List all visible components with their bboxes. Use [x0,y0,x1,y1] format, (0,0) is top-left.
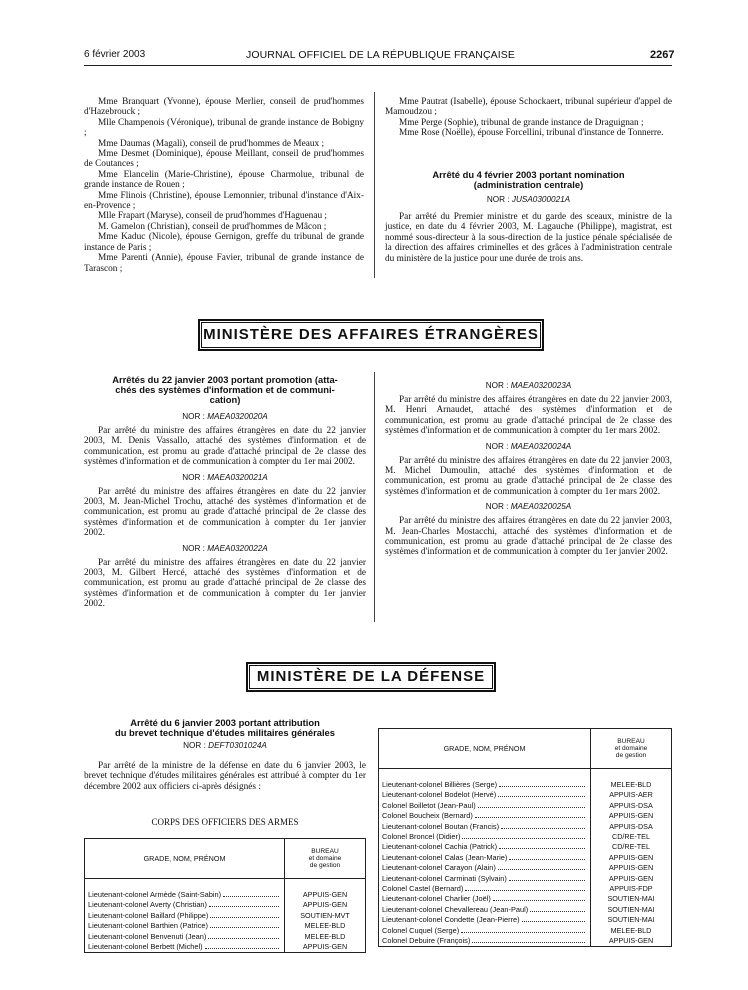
officer-name-cell [379,914,591,924]
list-item: Mme Rose (Noëlle), épouse Forcellini, tribunal d'instance de Tonnerre. [399,128,664,139]
arrete-paragraph: Par arrêté du ministre des affaires étrangères en date du 22 janvier 2003, M. Michel Dumoulin, attaché des systèmes d'information et de communication, est promu au grade d'attaché principal de 2e classe des systèmes d'information et de communication à compter du 1er mars 2002. [385,455,672,497]
officer-name: Lieutenant-colonel Calas (Jean-Marie) [382,852,508,862]
column-divider [374,372,375,622]
nor-code: MAEA0320021A [207,472,268,482]
arrete-body [84,558,366,610]
arrete-body [385,395,672,437]
leader-dots [493,900,585,901]
bureau-cell: APPUIS-GEN [591,852,672,862]
leader-dots [223,896,279,897]
officer-name-cell [379,842,591,852]
bureau-cell: APPUIS-GEN [285,900,366,910]
leader-dots [499,848,585,849]
officer-name: Lieutenant-colonel Chevallereau (Jean-Paul) [382,904,529,914]
officer-name: Lieutenant-colonel Benvenuti (Jean) [88,931,207,941]
officer-name: Lieutenant-colonel Billières (Serge) [382,780,498,790]
table-row [379,852,672,862]
ministry-defense-heading: MINISTÈRE DE LA DÉFENSE [246,662,496,692]
officer-name: Lieutenant-colonel Bodelot (Hervé) [382,790,497,800]
nor-reference [84,412,366,421]
list-item: Mme Branquart (Yvonne), épouse Merlier, conseil de prud'hommes d'Hazebrouck ; [84,97,364,118]
officer-name: Colonel Debuire (François) [382,935,471,945]
leader-dots [209,906,279,907]
officer-name-cell [379,779,591,789]
officer-name-cell [379,863,591,873]
nor-label: NOR : [182,472,205,482]
leader-dots [530,911,585,912]
nor-reference [84,544,366,553]
bureau-cell: APPUIS-FDP [591,883,672,893]
leader-dots [475,817,585,818]
officer-name: Colonel Castel (Bernard) [382,883,464,893]
ae-arrete-title: Arrêtés du 22 janvier 2003 portant promotion (atta- chés des systèmes d'information et de communi- cation) [112,374,338,405]
bureau-cell: MELEE-BLD [285,931,366,941]
arrete-body [84,426,366,468]
table-row [379,883,672,893]
list-item: Mlle Frapart (Maryse), conseil de prud'hommes d'Haguenau ; [98,211,327,222]
top-right-column [385,97,672,139]
leader-dots [462,838,585,839]
bureau-cell: SOUTIEN-MAI [591,904,672,914]
nor-reference [385,442,672,451]
officer-name-cell [85,941,285,952]
top-left-column [84,97,364,274]
list-item: Mme Elancelin (Marie-Christine), épouse Charmolue, tribunal de grande instance de Rouen ; [84,169,364,191]
nor-label: NOR : [182,412,205,421]
ae-right-entries [385,376,672,558]
table-row [379,800,672,810]
bureau-cell: MELEE-BLD [591,779,672,789]
list-item: Mme Flinois (Christine), épouse Lemonnier, tribunal d'instance d'Aix-en-Provence ; [84,190,364,212]
leader-dots [210,917,279,918]
def-arrete-body: Par arrêté de la ministre de la défense en date du 6 janvier 2003, le brevet technique d'études militaires générales est attribué à compter du 1er décembre 2002 aux officiers ci-après désignés : [84,761,366,792]
bureau-cell: APPUIS-GEN [591,863,672,873]
leader-dots [509,859,585,860]
arrete-paragraph: Par arrêté du ministre des affaires étrangères en date du 22 janvier 2003, M. Gilbert Hercé, attaché des systèmes d'information et de communication, est promu au grade d'attaché principal de 2e classe des systèmes d'information et de communication à compter du 1er janvier 2002. [84,557,366,610]
officer-name-cell [379,873,591,883]
officer-name: Lieutenant-colonel Berbett (Michel) [88,942,203,952]
nor-code: MAEA0320022A [207,543,268,553]
officer-name-cell [85,921,285,931]
table-row [379,904,672,914]
list-item: Mme Kaduc (Nicole), épouse Gernigon, greffe du tribunal de grande instance de Paris ; [84,232,364,253]
ae-left-entries [84,407,366,610]
ministry-affaires-etrangeres-heading: MINISTÈRE DES AFFAIRES ÉTRANGÈRES [198,319,544,351]
officer-name-cell [85,900,285,910]
officer-name: Lieutenant-colonel Averty (Christian) [88,900,207,910]
table-row [85,921,366,931]
list-item: Mme Pautrat (Isabelle), épouse Schockaert, tribunal supérieur d'appel de Mamoudzou ; [385,97,672,118]
table-row [379,811,672,821]
list-item: Mme Parenti (Annie), épouse Favier, tribunal de grande instance de Tarascon ; [84,253,364,274]
officers-table-left [84,838,366,953]
leader-dots [461,932,585,933]
journal-title: JOURNAL OFFICIEL DE LA RÉPUBLIQUE FRANÇAISE [246,49,515,61]
nor-label: NOR : [485,381,509,390]
arrete-paragraph: Par arrêté du ministre des affaires étrangères en date du 22 janvier 2003, M. Jean-Charles Mostacchi, attaché des systèmes d'information et de communication, est promu au grade d'attaché principal de 2e classe des systèmes d'information et de communication à compter du 1er janvier 2002. [385,516,672,558]
officer-name: Colonel Boucheix (Bernard) [382,811,473,821]
nor-code: MAEA0320020A [207,412,268,421]
officer-name-cell [379,811,591,821]
page-number: 2267 [650,49,675,61]
table-row [85,910,366,920]
table-row [85,900,366,910]
bureau-column-header: BUREAU et domaine de gestion [285,839,366,879]
table-row [379,790,672,800]
nor-reference [385,381,672,390]
corps-heading: CORPS DES OFFICIERS DES ARMES [151,817,299,827]
officer-name: Colonel Broncel (Didier) [382,832,461,842]
table-row [379,842,672,852]
list-item: Mme Desmet (Dominique), épouse Meillant, conseil de prud'hommes de Coutances ; [84,149,364,170]
bureau-cell: APPUIS-AER [591,790,672,800]
table-row [379,779,672,789]
officer-name: Lieutenant-colonel Carminati (Sylvain) [382,873,507,883]
def-nor: NOR : DEFT0301024A [183,741,267,750]
bureau-cell: SOUTIEN-MAI [591,894,672,904]
officer-name-cell [379,800,591,810]
grade-column-header: GRADE, NOM, PRÉNOM [85,839,285,879]
list-item: M. Gamelon (Christian), conseil de prud'hommes de Mâcon ; [98,221,327,232]
table-row [379,935,672,946]
nor-label: NOR : [182,543,205,553]
table-row [379,914,672,924]
officer-name: Lieutenant-colonel Cachia (Patrick) [382,842,498,852]
bureau-cell: APPUIS-GEN [591,935,672,946]
justice-arrete-body: Par arrêté du Premier ministre et du garde des sceaux, ministre de la justice, en date du 4 février 2003, M. Lagauche (Philippe), magistrat, est nommé sous-directeur à la sous-direction de la justice pénale spécialisée de la direction des affaires criminelles et des grâces à l'administration centrale du ministère de la justice pour une durée de trois ans. [385,212,672,264]
leader-dots [478,807,585,808]
officer-name-cell [379,821,591,831]
officer-name-cell [379,904,591,914]
officer-name-cell [379,935,591,946]
header-date: 6 février 2003 [84,49,146,60]
bureau-cell: MELEE-BLD [591,925,672,935]
bureau-cell: CD/RE-TEL [591,831,672,841]
justice-arrete-title: Arrêté du 4 février 2003 portant nomination (administration centrale) [432,169,625,190]
arrete-paragraph: Par arrêté du ministre des affaires étrangères en date du 22 janvier 2003, M. Jean-Michel Trochu, attaché des systèmes d'information et de communication, est promu au grade d'attaché principal de 2e classe des systèmes d'information et de communication à compter du 1er janvier 2002. [84,486,366,539]
table-row [85,931,366,941]
officer-name-cell [379,790,591,800]
list-item: Mme Perge (Sophie), tribunal de grande instance de Draguignan ; [399,117,644,128]
officer-name-cell [85,910,285,920]
nor-code: MAEA0320025A [510,502,572,512]
table-row [379,894,672,904]
leader-dots [509,880,585,881]
leader-dots [472,942,585,943]
officer-name-cell [379,852,591,862]
arrete-body [385,456,672,498]
officer-name: Lieutenant-colonel Barthien (Patrice) [88,921,208,931]
arrete-body [84,487,366,539]
justice-nor: NOR : JUSA0300021A [486,195,571,204]
leader-dots [498,796,585,797]
leader-dots [205,948,279,949]
nor-code: MAEA0320023A [510,381,572,390]
bureau-cell: SOUTIEN-MVT [285,910,366,920]
table-row [85,889,366,899]
nor-label: NOR : [485,441,509,451]
arrete-body [385,516,672,558]
bureau-cell: APPUIS-GEN [591,811,672,821]
bureau-cell: APPUIS-DSA [591,821,672,831]
leader-dots [465,890,585,891]
table-row [379,863,672,873]
nor-reference [84,473,366,482]
officer-name: Lieutenant-colonel Boutan (Francis) [382,821,500,831]
nor-reference [385,502,672,511]
bureau-column-header: BUREAU et domaine de gestion [591,729,672,769]
leader-dots [208,938,279,939]
leader-dots [499,786,585,787]
arrete-paragraph: Par arrêté du ministre des affaires étrangères en date du 22 janvier 2003, M. Denis Vassallo, attaché des systèmes d'information et de communication, est promu au grade d'attaché principal de 2e classe des systèmes d'information et de communication à compter du 1er mai 2002. [84,426,366,468]
bureau-cell: APPUIS-GEN [285,889,366,899]
officer-name: Colonel Cuquel (Serge) [382,925,460,935]
table-row [379,821,672,831]
officer-name: Lieutenant-colonel Condette (Jean-Pierre) [382,915,520,925]
officer-name-cell [85,889,285,899]
officer-name-cell [85,931,285,941]
table-row [379,925,672,935]
officer-name-cell [379,831,591,841]
nor-code: MAEA0320024A [510,441,572,451]
officer-name: Lieutenant-colonel Armède (Saint-Sabin) [88,890,222,900]
leader-dots [498,869,585,870]
officer-name-cell [379,925,591,935]
officer-name: Lieutenant-colonel Charlier (Joël) [382,894,491,904]
list-item: Mlle Champenois (Véronique), tribunal de grande instance de Bobigny ; [84,117,364,139]
officer-name-cell [379,883,591,893]
officers-table-right [378,728,672,947]
table-row [379,873,672,883]
grade-column-header: GRADE, NOM, PRÉNOM [379,729,591,769]
table-row [85,941,366,952]
bureau-cell: SOUTIEN-MAI [591,914,672,924]
header-rule [84,65,672,66]
officer-name: Lieutenant-colonel Baillard (Philippe) [88,910,209,920]
officer-name-cell [379,894,591,904]
column-divider [374,92,375,278]
leader-dots [522,921,585,922]
list-item: Mme Daumas (Magali), conseil de prud'hommes de Meaux ; [98,138,325,149]
officer-name: Lieutenant-colonel Carayon (Alain) [382,863,496,873]
leader-dots [501,828,585,829]
bureau-cell: APPUIS-GEN [285,941,366,952]
bureau-cell: APPUIS-DSA [591,800,672,810]
def-arrete-title: Arrêté du 6 janvier 2003 portant attribution du brevet technique d'études militaires générales [114,717,335,738]
leader-dots [210,927,279,928]
bureau-cell: APPUIS-GEN [591,873,672,883]
nor-label: NOR : [485,502,509,512]
bureau-cell: CD/RE-TEL [591,842,672,852]
arrete-paragraph: Par arrêté du ministre des affaires étrangères en date du 22 janvier 2003, M. Henri Arnaudet, attaché des systèmes d'information et de communication, est promu au grade d'attaché principal de 2e classe des systèmes d'information et de communication à compter du 1er mars 2002. [385,395,672,437]
officer-name: Colonel Boilletot (Jean-Paul) [382,800,476,810]
table-row [379,831,672,841]
bureau-cell: MELEE-BLD [285,921,366,931]
